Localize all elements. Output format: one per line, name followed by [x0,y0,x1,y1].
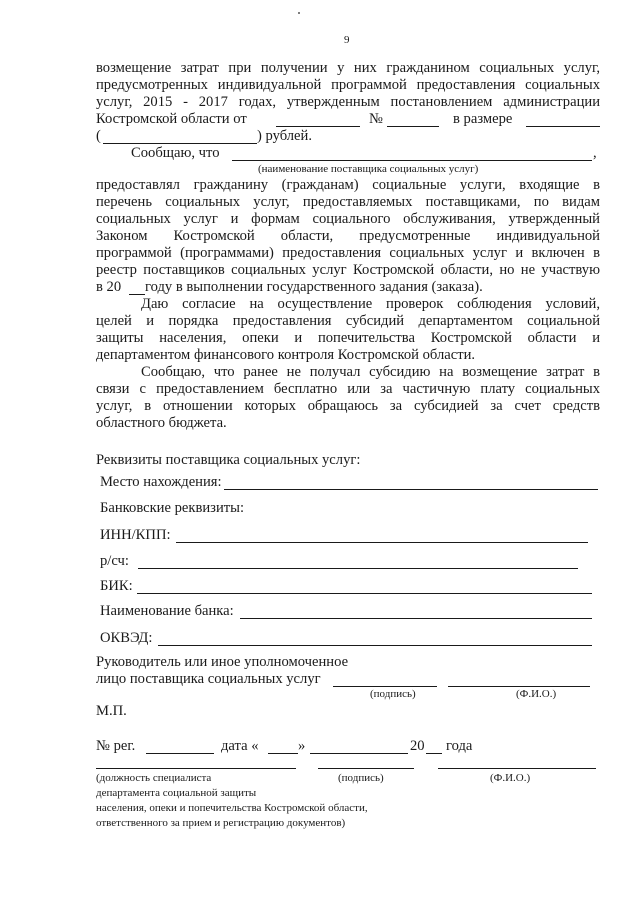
account-label: р/сч: [100,553,129,569]
reg-number-blank [146,753,214,754]
inform-line-1: предоставлял гражданину (гражданам) социальные услуги, входящие в [96,177,600,193]
signature-blank [333,686,437,687]
fio-blank [448,686,590,687]
inform-line-7-start: в 20 [96,279,122,295]
fio-caption: (Ф.И.О.) [516,688,557,700]
intro-line-2: предусмотренных индивидуальной программой предоставления социальных [96,77,600,93]
page-number: 9 [344,34,350,46]
location-blank [224,489,598,490]
reg-year-suffix: года [446,738,473,754]
bank-name-blank [240,618,592,619]
decree-number-blank [387,126,439,127]
year-blank [129,294,145,295]
inn-blank [176,542,588,543]
inform-line-5: программой (программами) предоставления социальных услуг и включен в [96,245,600,261]
specialist-signature-blank [318,768,414,769]
bik-blank [137,593,592,594]
intro-line-4-text: Костромской области от [96,111,247,127]
scan-speck [298,12,300,14]
intro-paren-open: ( [96,128,101,144]
specialist-position-caption: (должность специалиста [96,772,212,784]
inform-line-6: реестр поставщиков социальных услуг Костромской области, но не участвую [96,262,600,278]
signatory-line-2: лицо поставщика социальных услуг [96,671,321,687]
consent-line-1: Даю согласие на осуществление проверок соблюдения условий, [141,296,600,312]
bank-requisites-heading: Банковские реквизиты: [100,500,244,516]
reg-number-label: № рег. [96,738,136,754]
consent-line-2: целей и порядка предоставления субсидий департаментом социальной [96,313,600,329]
provider-name-blank [232,160,592,161]
intro-amount-label: в размере [453,111,513,127]
signature-caption: (подпись) [370,688,416,700]
inform-line-3: социальных услуг и формам социального обслуживания, утвержденный [96,211,600,227]
decree-date-blank [276,126,360,127]
subsidy-line-3: услуг, в отношении которых обращаюсь за субсидией за счет средств [96,398,600,414]
subsidy-line-4: областного бюджета. [96,415,227,431]
inform-line-4: Законом Костромской области, предусмотренные индивидуальной [96,228,600,244]
reg-date-close: » [298,738,306,754]
subsidy-line-2: связи с предоставлением бесплатно или за частичную плату социальных [96,381,600,397]
footer-line-2: департамента социальной защиты [96,787,257,799]
okved-blank [158,645,592,646]
intro-line-1: возмещение затрат при получении у них гражданином социальных услуг, [96,60,600,76]
amount-words-blank [103,143,257,144]
consent-line-4: департаментом финансового контроля Костромской области. [96,347,476,363]
specialist-position-blank [96,768,296,769]
subsidy-line-1: Сообщаю, что ранее не получал субсидию на возмещение затрат в [141,364,600,380]
footer-line-4: ответственного за прием и регистрацию документов) [96,817,346,829]
reg-date-label: дата « [221,738,259,754]
bank-name-label: Наименование банка: [100,603,234,619]
stamp-place: М.П. [96,703,127,719]
footer-line-3: населения, опеки и попечительства Костромской области, [96,802,368,814]
inn-label: ИНН/КПП: [100,527,171,543]
inform-line-7-end: году в выполнении государственного задания (заказа). [145,279,483,295]
bik-label: БИК: [100,578,133,594]
inform-lead: Сообщаю, что [131,145,220,161]
reg-month-blank [310,753,408,754]
signatory-line-1: Руководитель или иное уполномоченное [96,654,349,670]
reg-day-blank [268,753,298,754]
amount-blank [526,126,600,127]
reg-year-blank [426,753,442,754]
intro-number-sign: № [369,111,383,127]
intro-line-3: услуг, 2015 - 2017 годах, утвержденным постановлением администрации [96,94,600,110]
intro-rubles: ) рублей. [257,128,312,144]
okved-label: ОКВЭД: [100,630,153,646]
requisites-heading: Реквизиты поставщика социальных услуг: [96,452,361,468]
specialist-signature-caption: (подпись) [338,772,384,784]
provider-name-caption: (наименование поставщика социальных услуг) [258,163,479,175]
reg-year-prefix: 20 [410,738,425,754]
inform-line-2: перечень социальных услуг, предоставляемых поставщиками, по видам [96,194,600,210]
location-label: Место нахождения: [100,474,222,490]
specialist-fio-caption: (Ф.И.О.) [490,772,531,784]
inform-comma: , [593,145,597,161]
account-blank [138,568,578,569]
specialist-fio-blank [438,768,596,769]
consent-line-3: защиты населения, опеки и попечительства Костромской области и [96,330,600,346]
